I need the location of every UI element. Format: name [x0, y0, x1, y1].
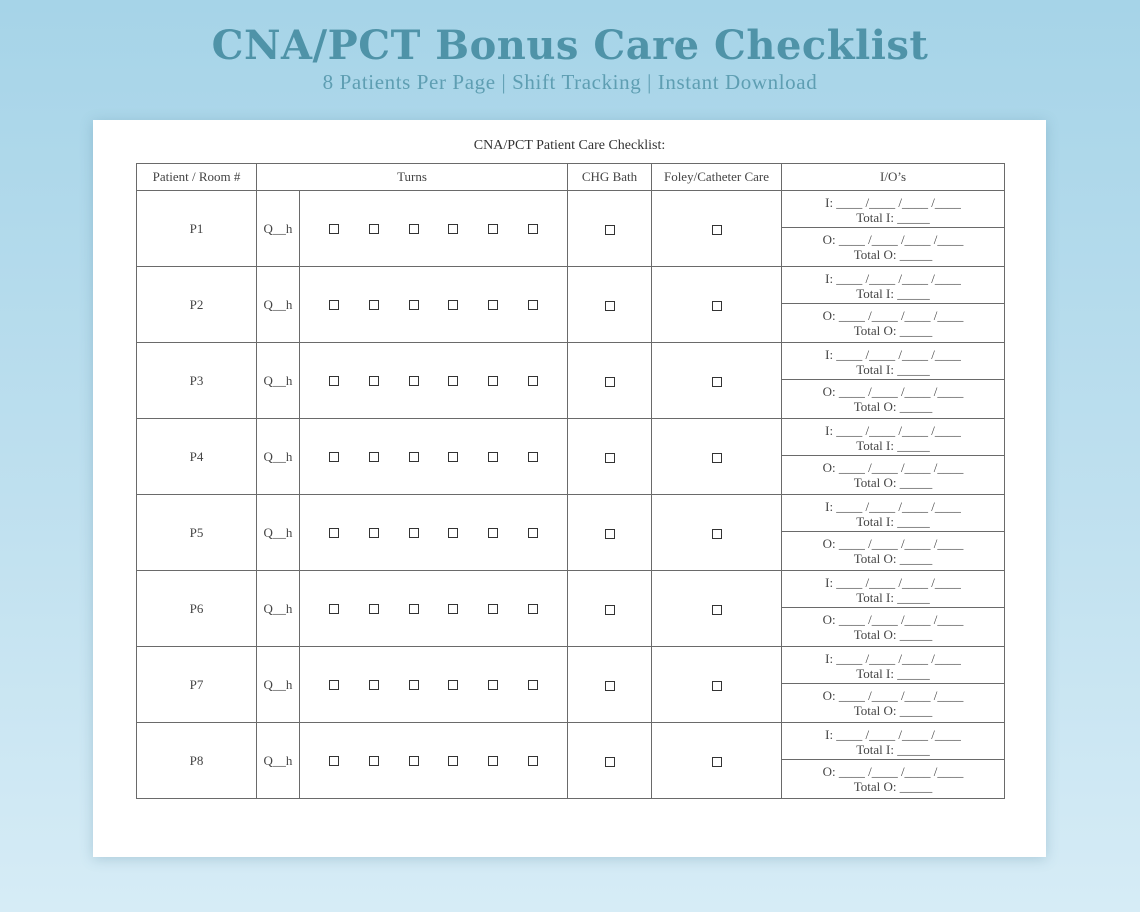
output-block: [782, 684, 1004, 722]
turn-checkbox[interactable]: [528, 376, 538, 386]
checklist-table: [136, 163, 1005, 799]
turn-checkbox[interactable]: [329, 680, 339, 690]
turn-checkbox[interactable]: [409, 756, 419, 766]
intake-block: [782, 419, 1004, 456]
output-block: [782, 760, 1004, 798]
output-entries[interactable]: O: ____ /____ /____ /____: [822, 232, 964, 247]
checklist-sheet: [93, 120, 1046, 857]
output-entries[interactable]: O: ____ /____ /____ /____: [822, 688, 964, 703]
intake-block: [782, 647, 1004, 684]
patient-id: P6: [189, 600, 204, 616]
intake-total[interactable]: Total I: _____: [856, 438, 930, 453]
patient-id-cell: [137, 647, 257, 723]
foley-checkbox[interactable]: [712, 757, 722, 767]
chg-bath-cell: [568, 571, 652, 647]
turn-checkbox[interactable]: [448, 300, 458, 310]
foley-checkbox[interactable]: [712, 377, 722, 387]
intake-block: [782, 343, 1004, 380]
intake-total[interactable]: Total I: _____: [856, 514, 930, 529]
patient-id: P5: [189, 524, 204, 540]
output-entries[interactable]: O: ____ /____ /____ /____: [822, 460, 964, 475]
chg-bath-cell: [568, 723, 652, 799]
output-block: [782, 456, 1004, 494]
turn-checkbox[interactable]: [488, 224, 498, 234]
io-cell: [782, 191, 1005, 267]
patient-id: P1: [189, 220, 204, 236]
q-interval: Q__h: [257, 343, 300, 419]
q-interval: Q__h: [257, 495, 300, 571]
output-total[interactable]: Total O: _____: [853, 475, 933, 490]
intake-entries[interactable]: I: ____ /____ /____ /____: [825, 575, 961, 590]
turn-checkbox[interactable]: [448, 376, 458, 386]
turn-checkbox[interactable]: [528, 756, 538, 766]
foley-cell: [652, 419, 782, 495]
turns-cell: [300, 647, 568, 723]
io-cell: [782, 571, 1005, 647]
io-cell: [782, 647, 1005, 723]
turn-checkbox[interactable]: [329, 452, 339, 462]
chg-bath-cell: [568, 267, 652, 343]
output-entries[interactable]: O: ____ /____ /____ /____: [822, 384, 964, 399]
patient-id-cell: [137, 495, 257, 571]
output-entries[interactable]: O: ____ /____ /____ /____: [822, 536, 964, 551]
patient-id-cell: [137, 571, 257, 647]
intake-total[interactable]: Total I: _____: [856, 742, 930, 757]
output-entries[interactable]: O: ____ /____ /____ /____: [822, 612, 964, 627]
q-interval: Q__h: [257, 723, 300, 799]
turn-checkbox[interactable]: [329, 604, 339, 614]
turn-checkbox[interactable]: [448, 452, 458, 462]
header-chg-bath: CHG Bath: [568, 164, 652, 191]
output-total[interactable]: Total O: _____: [853, 551, 933, 566]
turn-checkbox[interactable]: [409, 376, 419, 386]
patient-id-cell: [137, 267, 257, 343]
table-row: [137, 723, 1005, 799]
q-interval: Q__h: [257, 191, 300, 267]
intake-block: [782, 191, 1004, 228]
intake-total[interactable]: Total I: _____: [856, 590, 930, 605]
turns-cell: [300, 191, 568, 267]
chg-bath-checkbox[interactable]: [605, 301, 615, 311]
turn-checkbox[interactable]: [488, 300, 498, 310]
turn-checkbox[interactable]: [369, 756, 379, 766]
turn-checkbox[interactable]: [369, 300, 379, 310]
table-row: [137, 419, 1005, 495]
turn-checkbox[interactable]: [448, 680, 458, 690]
foley-cell: [652, 267, 782, 343]
q-interval: Q__h: [257, 419, 300, 495]
intake-entries[interactable]: I: ____ /____ /____ /____: [825, 271, 961, 286]
turn-checkbox[interactable]: [448, 528, 458, 538]
turns-cell: [300, 495, 568, 571]
header-row: [137, 164, 1005, 191]
turn-checkbox[interactable]: [488, 604, 498, 614]
foley-checkbox[interactable]: [712, 605, 722, 615]
q-interval: Q__h: [257, 267, 300, 343]
q-interval: Q__h: [257, 571, 300, 647]
foley-checkbox[interactable]: [712, 301, 722, 311]
chg-bath-checkbox[interactable]: [605, 377, 615, 387]
turn-checkbox[interactable]: [369, 528, 379, 538]
chg-bath-cell: [568, 343, 652, 419]
patient-id-cell: [137, 723, 257, 799]
turn-checkbox[interactable]: [329, 224, 339, 234]
turn-checkbox[interactable]: [448, 604, 458, 614]
page-title: CNA/PCT Bonus Care Checklist: [211, 22, 929, 69]
turns-cell: [300, 267, 568, 343]
intake-total[interactable]: Total I: _____: [856, 666, 930, 681]
turn-checkbox[interactable]: [369, 376, 379, 386]
foley-cell: [652, 723, 782, 799]
foley-checkbox[interactable]: [712, 453, 722, 463]
intake-entries[interactable]: I: ____ /____ /____ /____: [825, 499, 961, 514]
output-block: [782, 608, 1004, 646]
turn-checkbox[interactable]: [329, 528, 339, 538]
sheet-title: CNA/PCT Patient Care Checklist:: [473, 138, 666, 153]
turn-checkbox[interactable]: [448, 224, 458, 234]
header-patient: Patient / Room #: [137, 164, 257, 191]
turn-checkbox[interactable]: [409, 528, 419, 538]
chg-bath-cell: [568, 495, 652, 571]
turn-checkbox[interactable]: [369, 224, 379, 234]
turn-checkbox[interactable]: [409, 604, 419, 614]
header-turns: Turns: [257, 164, 568, 191]
chg-bath-cell: [568, 191, 652, 267]
table-row: [137, 267, 1005, 343]
foley-cell: [652, 191, 782, 267]
header-foley: Foley/Catheter Care: [652, 164, 782, 191]
patient-id: P2: [189, 296, 204, 312]
io-cell: [782, 723, 1005, 799]
turn-checkbox[interactable]: [528, 452, 538, 462]
table-row: [137, 495, 1005, 571]
chg-bath-checkbox[interactable]: [605, 453, 615, 463]
output-block: [782, 380, 1004, 418]
intake-entries[interactable]: I: ____ /____ /____ /____: [825, 195, 961, 210]
table-row: [137, 191, 1005, 267]
turns-cell: [300, 571, 568, 647]
io-cell: [782, 267, 1005, 343]
patient-id-cell: [137, 343, 257, 419]
output-entries[interactable]: O: ____ /____ /____ /____: [822, 308, 964, 323]
turn-checkbox[interactable]: [448, 756, 458, 766]
patient-id: P4: [189, 448, 204, 464]
turn-checkbox[interactable]: [488, 756, 498, 766]
intake-entries[interactable]: I: ____ /____ /____ /____: [825, 347, 961, 362]
foley-checkbox[interactable]: [712, 225, 722, 235]
turn-checkbox[interactable]: [409, 224, 419, 234]
table-row: [137, 343, 1005, 419]
io-cell: [782, 343, 1005, 419]
output-entries[interactable]: O: ____ /____ /____ /____: [822, 764, 964, 779]
turn-checkbox[interactable]: [329, 756, 339, 766]
output-total[interactable]: Total O: _____: [853, 627, 933, 642]
chg-bath-cell: [568, 419, 652, 495]
turn-checkbox[interactable]: [528, 680, 538, 690]
foley-cell: [652, 495, 782, 571]
io-cell: [782, 419, 1005, 495]
turn-checkbox[interactable]: [369, 604, 379, 614]
patient-id-cell: [137, 191, 257, 267]
turn-checkbox[interactable]: [369, 452, 379, 462]
turns-cell: [300, 419, 568, 495]
chg-bath-checkbox[interactable]: [605, 225, 615, 235]
chg-bath-cell: [568, 647, 652, 723]
intake-block: [782, 495, 1004, 532]
turn-checkbox[interactable]: [409, 452, 419, 462]
patient-id: P8: [189, 752, 204, 768]
turn-checkbox[interactable]: [528, 300, 538, 310]
intake-block: [782, 723, 1004, 760]
table-row: [137, 647, 1005, 723]
turn-checkbox[interactable]: [488, 452, 498, 462]
patient-id: P7: [189, 676, 204, 692]
page-subtitle: 8 Patients Per Page | Shift Tracking | Instant Download: [322, 70, 818, 94]
chg-bath-checkbox[interactable]: [605, 529, 615, 539]
turn-checkbox[interactable]: [528, 604, 538, 614]
turn-checkbox[interactable]: [488, 376, 498, 386]
output-block: [782, 532, 1004, 570]
turn-checkbox[interactable]: [488, 528, 498, 538]
turn-checkbox[interactable]: [409, 680, 419, 690]
turns-cell: [300, 723, 568, 799]
turn-checkbox[interactable]: [528, 528, 538, 538]
chg-bath-checkbox[interactable]: [605, 757, 615, 767]
header-io: I/O’s: [782, 164, 1005, 191]
output-total[interactable]: Total O: _____: [853, 779, 933, 794]
output-total[interactable]: Total O: _____: [853, 323, 933, 338]
intake-entries[interactable]: I: ____ /____ /____ /____: [825, 423, 961, 438]
intake-total[interactable]: Total I: _____: [856, 210, 930, 225]
foley-cell: [652, 647, 782, 723]
chg-bath-checkbox[interactable]: [605, 605, 615, 615]
output-total[interactable]: Total O: _____: [853, 703, 933, 718]
chg-bath-checkbox[interactable]: [605, 681, 615, 691]
intake-block: [782, 267, 1004, 304]
turn-checkbox[interactable]: [329, 300, 339, 310]
q-interval: Q__h: [257, 647, 300, 723]
io-cell: [782, 495, 1005, 571]
foley-cell: [652, 571, 782, 647]
intake-entries[interactable]: I: ____ /____ /____ /____: [825, 727, 961, 742]
output-block: [782, 304, 1004, 342]
output-total[interactable]: Total O: _____: [853, 247, 933, 262]
turn-checkbox[interactable]: [329, 376, 339, 386]
intake-total[interactable]: Total I: _____: [856, 362, 930, 377]
turn-checkbox[interactable]: [409, 300, 419, 310]
intake-entries[interactable]: I: ____ /____ /____ /____: [825, 651, 961, 666]
intake-total[interactable]: Total I: _____: [856, 286, 930, 301]
table-row: [137, 571, 1005, 647]
foley-checkbox[interactable]: [712, 529, 722, 539]
turn-checkbox[interactable]: [528, 224, 538, 234]
output-block: [782, 228, 1004, 266]
patient-id-cell: [137, 419, 257, 495]
patient-id: P3: [189, 372, 204, 388]
turns-cell: [300, 343, 568, 419]
turn-checkbox[interactable]: [488, 680, 498, 690]
turn-checkbox[interactable]: [369, 680, 379, 690]
foley-cell: [652, 343, 782, 419]
foley-checkbox[interactable]: [712, 681, 722, 691]
intake-block: [782, 571, 1004, 608]
output-total[interactable]: Total O: _____: [853, 399, 933, 414]
